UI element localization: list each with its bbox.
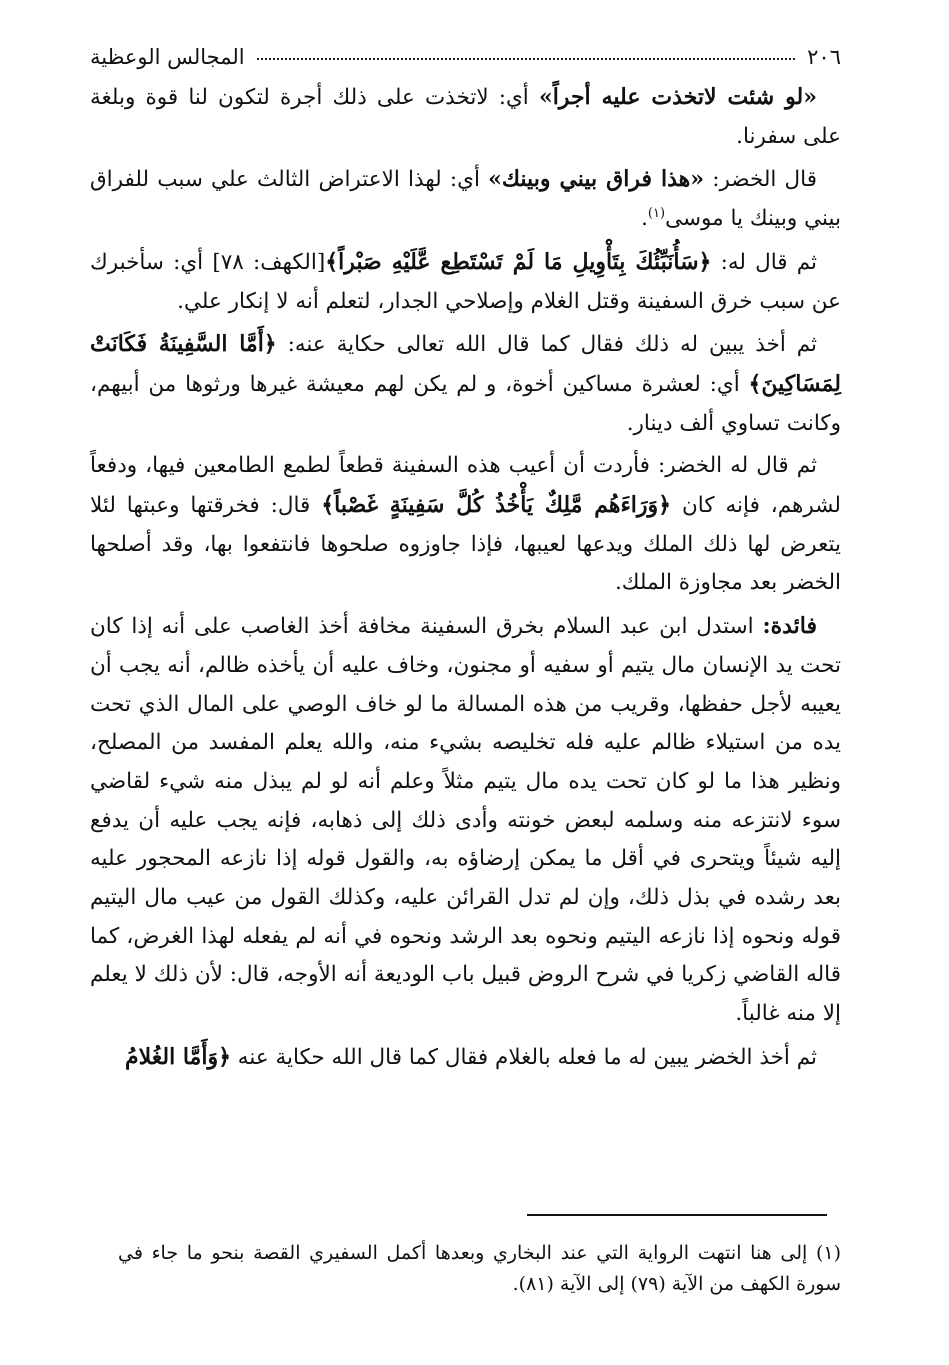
paragraph [90, 78, 841, 156]
body-text [90, 78, 841, 1078]
text-run: قال: فخرقتها وعبتها لئلا يتعرض لها ذلك الملك ويدعها لعيبها، فإذا جاوزوه صلحوها فانتفعوا بها، وقد أصلحها الخضر بعد مجاوزة الملك. [90, 493, 841, 596]
footnote-separator [527, 1214, 827, 1216]
text-run: ثم قال له: [711, 249, 818, 275]
text-run: [الكهف: ٧٨] أي: سأخبرك عن سبب خرق السفينة وقتل الغلام وإصلاحي الجدار، لتعلم أنه لا إنكار علي. [90, 249, 841, 314]
paragraph [90, 325, 841, 443]
emphasized-text: فائدة: [762, 613, 817, 640]
text-run: أي: لاتخذت على ذلك أجرة لتكون لنا قوة وبلغة على سفرنا. [90, 85, 841, 149]
footnote-marker: (١) [647, 205, 666, 221]
paragraph [90, 607, 841, 1034]
paragraph [90, 1038, 841, 1078]
running-title: المجالس الوعظية [90, 45, 245, 69]
text-run: أي: لهذا الاعتراض الثالث علي سبب للفراق بيني وبينك يا موسى [90, 167, 841, 232]
text-run: قال الخضر: [704, 167, 817, 193]
text-run: ثم قال له الخضر: فأردت أن أعيب هذه السفينة قطعاً لطمع الطامعين فيها، ودفعاً لشرهم، فإنه كان [90, 453, 841, 519]
paragraph [90, 243, 841, 321]
emphasized-text: ﴿سَأُنَبِّئُكَ بِتَأْوِيلِ مَا لَمْ تَسْتَطِع عَّلَيْهِ صَبْراً﴾ [325, 248, 712, 275]
text-run: . [641, 206, 648, 232]
page-number: ٢٠٦ [807, 45, 841, 69]
paragraph [90, 447, 841, 603]
emphasized-text: ﴿أَمَّا السَّفِينَةُ فَكَانَتْ لِمَسَاكِينَ﴾ [90, 331, 841, 397]
text-run: أي: لعشرة مساكين أخوة، و لم يكن لهم معيشة غيرها ورثوها من أبيهم، وكانت تساوي ألف دينار. [90, 371, 841, 436]
text-run: ثم أخذ الخضر يبين له ما فعله بالغلام فقال كما قال الله حكاية عنه [230, 1044, 817, 1070]
emphasized-text: ﴿وَرَاءَهُم مَّلِكٌ يَأْخُذُ كُلَّ سَفِينَةٍ غَصْباً﴾ [321, 492, 672, 519]
text-run: استدل ابن عبد السلام بخرق السفينة مخافة أخذ الغاصب على أنه إذا كان تحت يد الإنسان مال يتيم أو سفيه أو مجنون، وخاف عليه أن يأخذه ظالم، أنه يجب أن يعيبه لأجل حفظها، وقريب من هذه المسالة ما لو خاف الوصي على المال الذي تحت يده من استيلاء ظالم عليه فله تخليصه بشيء منه، والله يعلم المفسد من المصلح، ونظير هذا ما لو كان تحت يده مال يتيم مثلاً وعلم أنه لو لم يبذل منه شيء لقاضي سوء لانتزعه منه وسلمه لبعض خونته وأدى ذلك إلى ذهابه، فإنه يجب عليه أن يدفع إليه شيئاً ويتحرى في أقل ما يمكن إرضاؤه به، والقول قوله إذا نازعه المحجور عليه بعد رشده في بذل ذلك، وإن لم تدل القرائن عليه، وكذلك القول من عيب مال اليتيم قوله ونحوه إذا نازعه اليتيم ونحوه بعد الرشد ونحوه في أنه لم يفعله لهذا الغرض، كما قاله القاضي زكريا في شرح الروض قبيل باب الوديعة أنه الأوجه، قال: لأن ذلك لا يعلم إلا منه غالباً. [90, 614, 841, 1027]
footnote: (١) إلى هنا انتهت الرواية التي عند البخاري وبعدها أكمل السفيري القصة بنحو ما جاء في سورة الكهف من الآية (٧٩) إلى الآية (٨١). [118, 1242, 841, 1295]
page-header [90, 40, 841, 74]
emphasized-text: «لو شئت لاتخذت عليه أجراً» [538, 84, 817, 110]
text-run: ثم أخذ يبين له ذلك فقال كما قال الله تعالى حكاية عنه: [276, 332, 817, 358]
emphasized-text: ﴿وَأَمَّا الغُلامُ [125, 1043, 231, 1070]
paragraph [90, 160, 841, 238]
header-dotted-leader [257, 58, 796, 60]
emphasized-text: «هذا فراق بيني وبينك» [488, 166, 705, 193]
